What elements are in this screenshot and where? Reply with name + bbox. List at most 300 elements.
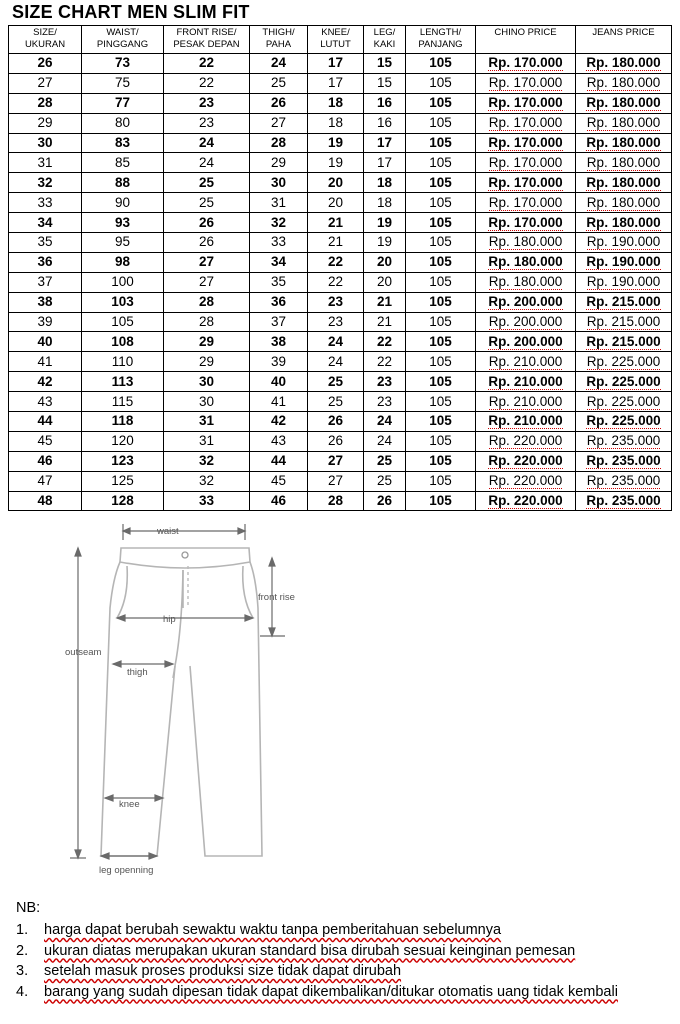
note-number: 1.	[16, 922, 29, 939]
pants-outline-icon	[55, 518, 345, 880]
table-cell	[576, 193, 672, 213]
table-cell: 105	[406, 292, 476, 312]
price-value: Rp. 235.000	[586, 453, 661, 469]
price-value: Rp. 210.000	[488, 393, 563, 409]
table-cell: 128	[82, 491, 164, 511]
table-cell: 75	[82, 73, 164, 93]
table-cell: 27	[308, 451, 364, 471]
table-cell: 25	[308, 392, 364, 412]
table-cell: 25	[164, 193, 250, 213]
table-cell: 15	[364, 54, 406, 74]
table-cell	[476, 392, 576, 412]
table-row	[9, 193, 672, 213]
table-cell: 18	[308, 93, 364, 113]
table-cell	[476, 193, 576, 213]
table-cell: 105	[406, 491, 476, 511]
table-cell	[576, 471, 672, 491]
price-value: Rp. 200.000	[488, 294, 563, 310]
table-cell: 105	[406, 93, 476, 113]
table-cell: 105	[406, 133, 476, 153]
column-header-line: PESAK DEPAN	[173, 39, 240, 50]
price-value: Rp. 180.000	[488, 254, 563, 270]
table-cell: 24	[164, 153, 250, 173]
table-cell: 19	[308, 133, 364, 153]
table-cell: 41	[9, 352, 82, 372]
notes-section	[16, 900, 676, 1002]
table-cell: 25	[364, 451, 406, 471]
table-row	[9, 392, 672, 412]
note-number: 4.	[16, 983, 29, 1000]
table-cell: 17	[364, 153, 406, 173]
table-cell: 25	[250, 73, 308, 93]
table-cell: 80	[82, 113, 164, 133]
column-header	[250, 26, 308, 54]
table-cell: 32	[164, 471, 250, 491]
table-cell	[576, 54, 672, 74]
table-row	[9, 372, 672, 392]
table-cell: 28	[250, 133, 308, 153]
table-cell: 28	[164, 292, 250, 312]
column-header	[308, 26, 364, 54]
table-cell	[476, 431, 576, 451]
price-value: Rp. 210.000	[488, 353, 563, 369]
table-cell: 47	[9, 471, 82, 491]
note-number: 3.	[16, 963, 29, 980]
table-row	[9, 233, 672, 253]
column-header-line: LEG/	[373, 27, 396, 38]
price-value: Rp. 180.000	[586, 135, 661, 150]
table-cell: 48	[9, 491, 82, 511]
table-cell: 35	[250, 272, 308, 292]
table-cell: 29	[250, 153, 308, 173]
table-row	[9, 312, 672, 332]
price-value: Rp. 235.000	[586, 473, 661, 489]
price-value: Rp. 210.000	[488, 413, 563, 429]
table-row	[9, 451, 672, 471]
column-header	[82, 26, 164, 54]
table-cell	[476, 252, 576, 272]
table-cell: 20	[308, 173, 364, 193]
note-item	[16, 941, 676, 962]
table-cell: 32	[250, 213, 308, 233]
table-cell: 32	[9, 173, 82, 193]
table-cell: 28	[164, 312, 250, 332]
table-cell	[476, 233, 576, 253]
table-cell	[476, 153, 576, 173]
table-cell	[576, 213, 672, 233]
table-cell: 105	[406, 412, 476, 432]
price-value: Rp. 170.000	[488, 115, 563, 131]
table-cell: 19	[308, 153, 364, 173]
table-cell: 105	[406, 233, 476, 253]
note-text: harga dapat berubah sewaktu waktu tanpa pemberitahuan sebelumnya	[44, 922, 502, 939]
note-item	[16, 920, 676, 941]
notes-label: NB:	[16, 900, 41, 916]
table-cell: 29	[164, 352, 250, 372]
table-cell	[576, 133, 672, 153]
table-cell: 95	[82, 233, 164, 253]
table-cell: 105	[406, 113, 476, 133]
table-cell: 30	[164, 392, 250, 412]
table-cell	[476, 133, 576, 153]
table-cell: 105	[406, 252, 476, 272]
table-cell	[476, 93, 576, 113]
table-cell: 31	[164, 431, 250, 451]
table-cell	[576, 173, 672, 193]
price-value: Rp. 170.000	[488, 75, 563, 91]
table-cell: 120	[82, 431, 164, 451]
label-knee: knee	[119, 799, 140, 810]
table-cell: 30	[9, 133, 82, 153]
table-cell: 26	[164, 213, 250, 233]
column-header-line: THIGH/	[262, 27, 295, 38]
table-cell: 19	[364, 233, 406, 253]
column-header-line: KNEE/	[321, 27, 350, 38]
column-header	[576, 26, 672, 54]
table-cell: 42	[9, 372, 82, 392]
price-value: Rp. 225.000	[586, 353, 661, 369]
table-row	[9, 292, 672, 312]
table-cell: 25	[164, 173, 250, 193]
table-cell: 23	[164, 93, 250, 113]
table-row	[9, 213, 672, 233]
table-cell	[476, 471, 576, 491]
column-header-line: JEANS PRICE	[592, 27, 655, 38]
table-cell: 26	[364, 491, 406, 511]
table-cell: 39	[9, 312, 82, 332]
table-cell: 43	[9, 392, 82, 412]
price-value: Rp. 200.000	[488, 314, 563, 330]
table-row	[9, 332, 672, 352]
price-value: Rp. 180.000	[586, 115, 661, 131]
price-value: Rp. 170.000	[488, 174, 563, 190]
table-cell: 42	[250, 412, 308, 432]
table-cell: 105	[406, 213, 476, 233]
price-value: Rp. 235.000	[586, 493, 661, 509]
table-cell	[576, 113, 672, 133]
table-cell	[476, 73, 576, 93]
table-cell: 27	[164, 252, 250, 272]
table-row	[9, 93, 672, 113]
table-cell: 27	[250, 113, 308, 133]
table-cell: 23	[308, 312, 364, 332]
table-cell: 21	[308, 213, 364, 233]
note-number: 2.	[16, 942, 29, 959]
table-cell: 26	[250, 93, 308, 113]
table-cell: 19	[364, 213, 406, 233]
table-cell	[576, 372, 672, 392]
price-value: Rp. 180.000	[488, 234, 563, 250]
table-cell: 105	[406, 73, 476, 93]
table-cell: 40	[9, 332, 82, 352]
table-row	[9, 471, 672, 491]
table-cell	[576, 73, 672, 93]
price-value: Rp. 170.000	[488, 55, 563, 71]
table-cell: 93	[82, 213, 164, 233]
table-cell: 40	[250, 372, 308, 392]
table-cell: 37	[250, 312, 308, 332]
price-value: Rp. 225.000	[586, 393, 661, 409]
price-value: Rp. 180.000	[586, 95, 661, 111]
table-cell: 105	[406, 54, 476, 74]
table-cell: 45	[9, 431, 82, 451]
table-cell	[476, 491, 576, 511]
table-cell: 105	[406, 193, 476, 213]
table-cell: 34	[250, 252, 308, 272]
table-cell: 22	[308, 252, 364, 272]
note-text: setelah masuk proses produksi size tidak dapat dirubah	[44, 963, 402, 980]
column-header	[406, 26, 476, 54]
table-cell: 22	[364, 332, 406, 352]
table-cell: 105	[406, 372, 476, 392]
column-header-line: CHINO PRICE	[494, 27, 557, 38]
table-cell: 15	[364, 73, 406, 93]
table-cell: 20	[364, 272, 406, 292]
table-cell: 22	[164, 73, 250, 93]
label-waist: waist	[157, 526, 179, 537]
table-cell: 110	[82, 352, 164, 372]
table-cell: 100	[82, 272, 164, 292]
table-cell: 20	[308, 193, 364, 213]
table-row	[9, 252, 672, 272]
table-cell: 46	[250, 491, 308, 511]
table-cell: 33	[164, 491, 250, 511]
label-front-rise: front rise	[258, 592, 295, 603]
size-chart-table	[8, 25, 672, 511]
table-cell: 33	[250, 233, 308, 253]
column-header-line: LENGTH/	[419, 27, 462, 38]
table-cell: 105	[406, 272, 476, 292]
note-item	[16, 961, 676, 982]
table-cell: 18	[364, 193, 406, 213]
table-cell: 33	[9, 193, 82, 213]
table-cell: 30	[164, 372, 250, 392]
price-value: Rp. 220.000	[488, 473, 563, 489]
price-value: Rp. 215.000	[586, 294, 661, 310]
price-value: Rp. 190.000	[586, 274, 661, 290]
label-outseam: outseam	[65, 647, 102, 658]
table-row	[9, 73, 672, 93]
table-cell: 21	[364, 292, 406, 312]
table-cell: 24	[364, 412, 406, 432]
table-cell: 105	[406, 332, 476, 352]
table-cell: 77	[82, 93, 164, 113]
price-value: Rp. 170.000	[488, 95, 563, 111]
table-cell	[476, 312, 576, 332]
price-value: Rp. 180.000	[586, 194, 661, 210]
table-cell: 108	[82, 332, 164, 352]
table-cell: 38	[9, 292, 82, 312]
table-cell: 17	[308, 54, 364, 74]
price-value: Rp. 180.000	[586, 174, 661, 190]
table-row	[9, 54, 672, 74]
table-cell: 118	[82, 412, 164, 432]
table-cell: 43	[250, 431, 308, 451]
table-row	[9, 352, 672, 372]
table-cell: 16	[364, 113, 406, 133]
table-cell	[576, 412, 672, 432]
table-cell: 30	[250, 173, 308, 193]
column-header	[476, 26, 576, 54]
price-value: Rp. 220.000	[488, 493, 563, 509]
price-value: Rp. 170.000	[488, 214, 563, 230]
table-cell: 18	[364, 173, 406, 193]
table-cell: 27	[308, 471, 364, 491]
table-cell: 24	[250, 54, 308, 74]
table-cell: 28	[308, 491, 364, 511]
table-cell	[476, 451, 576, 471]
table-cell: 34	[9, 213, 82, 233]
table-cell: 35	[9, 233, 82, 253]
table-cell	[476, 332, 576, 352]
table-cell: 29	[9, 113, 82, 133]
label-leg-opening: leg openning	[99, 865, 154, 876]
table-cell: 24	[364, 431, 406, 451]
price-value: Rp. 225.000	[586, 413, 661, 429]
table-cell	[576, 93, 672, 113]
table-cell: 38	[250, 332, 308, 352]
table-cell: 23	[364, 392, 406, 412]
table-cell: 39	[250, 352, 308, 372]
column-header-line: PAHA	[265, 39, 292, 50]
table-cell: 105	[406, 312, 476, 332]
column-header	[164, 26, 250, 54]
note-text: barang yang sudah dipesan tidak dapat dikembalikan/ditukar otomatis uang tidak kembali	[44, 983, 618, 1000]
table-cell: 36	[250, 292, 308, 312]
price-value: Rp. 180.000	[586, 214, 661, 230]
price-value: Rp. 180.000	[488, 274, 563, 290]
price-value: Rp. 190.000	[586, 254, 661, 270]
table-cell	[576, 153, 672, 173]
column-header-line: FRONT RISE/	[176, 27, 237, 38]
table-row	[9, 173, 672, 193]
table-cell: 24	[164, 133, 250, 153]
column-header-line: SIZE/	[33, 27, 57, 38]
table-cell: 20	[364, 252, 406, 272]
table-cell	[476, 352, 576, 372]
price-value: Rp. 170.000	[488, 154, 563, 170]
table-cell: 17	[308, 73, 364, 93]
table-cell	[476, 412, 576, 432]
table-cell	[576, 252, 672, 272]
table-cell: 45	[250, 471, 308, 491]
table-cell: 105	[406, 352, 476, 372]
price-value: Rp. 210.000	[488, 373, 563, 389]
table-cell: 105	[406, 451, 476, 471]
table-cell: 23	[364, 372, 406, 392]
table-cell: 123	[82, 451, 164, 471]
table-cell: 73	[82, 54, 164, 74]
table-cell: 29	[164, 332, 250, 352]
table-cell: 113	[82, 372, 164, 392]
price-value: Rp. 190.000	[586, 234, 661, 250]
table-row	[9, 412, 672, 432]
table-cell: 31	[9, 153, 82, 173]
table-cell: 88	[82, 173, 164, 193]
column-header-line: LUTUT	[320, 39, 351, 50]
price-value: Rp. 180.000	[586, 75, 661, 91]
column-header-line: WAIST/	[106, 27, 139, 38]
table-cell	[476, 372, 576, 392]
table-cell: 98	[82, 252, 164, 272]
table-row	[9, 133, 672, 153]
table-cell: 105	[406, 392, 476, 412]
table-row	[9, 431, 672, 451]
table-cell: 24	[308, 332, 364, 352]
table-cell	[476, 272, 576, 292]
table-cell: 24	[308, 352, 364, 372]
table-cell: 125	[82, 471, 164, 491]
price-value: Rp. 215.000	[586, 314, 661, 330]
table-cell: 22	[308, 272, 364, 292]
price-value: Rp. 170.000	[488, 135, 563, 150]
table-cell: 28	[9, 93, 82, 113]
table-cell: 37	[9, 272, 82, 292]
price-value: Rp. 200.000	[488, 333, 563, 349]
table-row	[9, 491, 672, 511]
table-cell: 27	[9, 73, 82, 93]
price-value: Rp. 220.000	[488, 433, 563, 449]
pants-measurement-diagram	[55, 518, 345, 880]
column-header	[364, 26, 406, 54]
table-cell	[576, 292, 672, 312]
column-header-line: UKURAN	[24, 39, 66, 50]
price-value: Rp. 170.000	[488, 194, 563, 210]
column-header-line: PANJANG	[418, 39, 463, 50]
table-cell	[476, 213, 576, 233]
table-cell: 23	[308, 292, 364, 312]
table-cell	[576, 332, 672, 352]
table-cell: 105	[406, 431, 476, 451]
table-cell: 46	[9, 451, 82, 471]
table-cell: 31	[250, 193, 308, 213]
table-cell	[576, 352, 672, 372]
table-cell: 105	[406, 153, 476, 173]
price-value: Rp. 180.000	[586, 55, 661, 71]
table-cell: 26	[164, 233, 250, 253]
label-hip: hip	[163, 614, 176, 625]
table-cell: 26	[308, 412, 364, 432]
table-cell: 41	[250, 392, 308, 412]
table-cell	[576, 451, 672, 471]
table-cell: 22	[364, 352, 406, 372]
price-value: Rp. 235.000	[586, 433, 661, 449]
table-cell	[576, 272, 672, 292]
table-cell: 17	[364, 133, 406, 153]
table-cell: 26	[308, 431, 364, 451]
table-cell: 105	[406, 471, 476, 491]
table-cell: 21	[364, 312, 406, 332]
note-item	[16, 982, 676, 1003]
table-cell: 36	[9, 252, 82, 272]
note-text: ukuran diatas merupakan ukuran standard bisa dirubah sesuai keinginan pemesan	[44, 942, 576, 959]
table-cell: 25	[364, 471, 406, 491]
table-cell: 85	[82, 153, 164, 173]
table-cell: 103	[82, 292, 164, 312]
table-cell	[576, 491, 672, 511]
table-row	[9, 113, 672, 133]
table-cell: 31	[164, 412, 250, 432]
table-cell	[476, 292, 576, 312]
table-row	[9, 153, 672, 173]
table-cell: 23	[164, 113, 250, 133]
table-cell	[576, 312, 672, 332]
table-cell: 18	[308, 113, 364, 133]
table-cell	[576, 431, 672, 451]
price-value: Rp. 180.000	[586, 154, 661, 170]
table-cell: 32	[164, 451, 250, 471]
table-cell: 44	[250, 451, 308, 471]
